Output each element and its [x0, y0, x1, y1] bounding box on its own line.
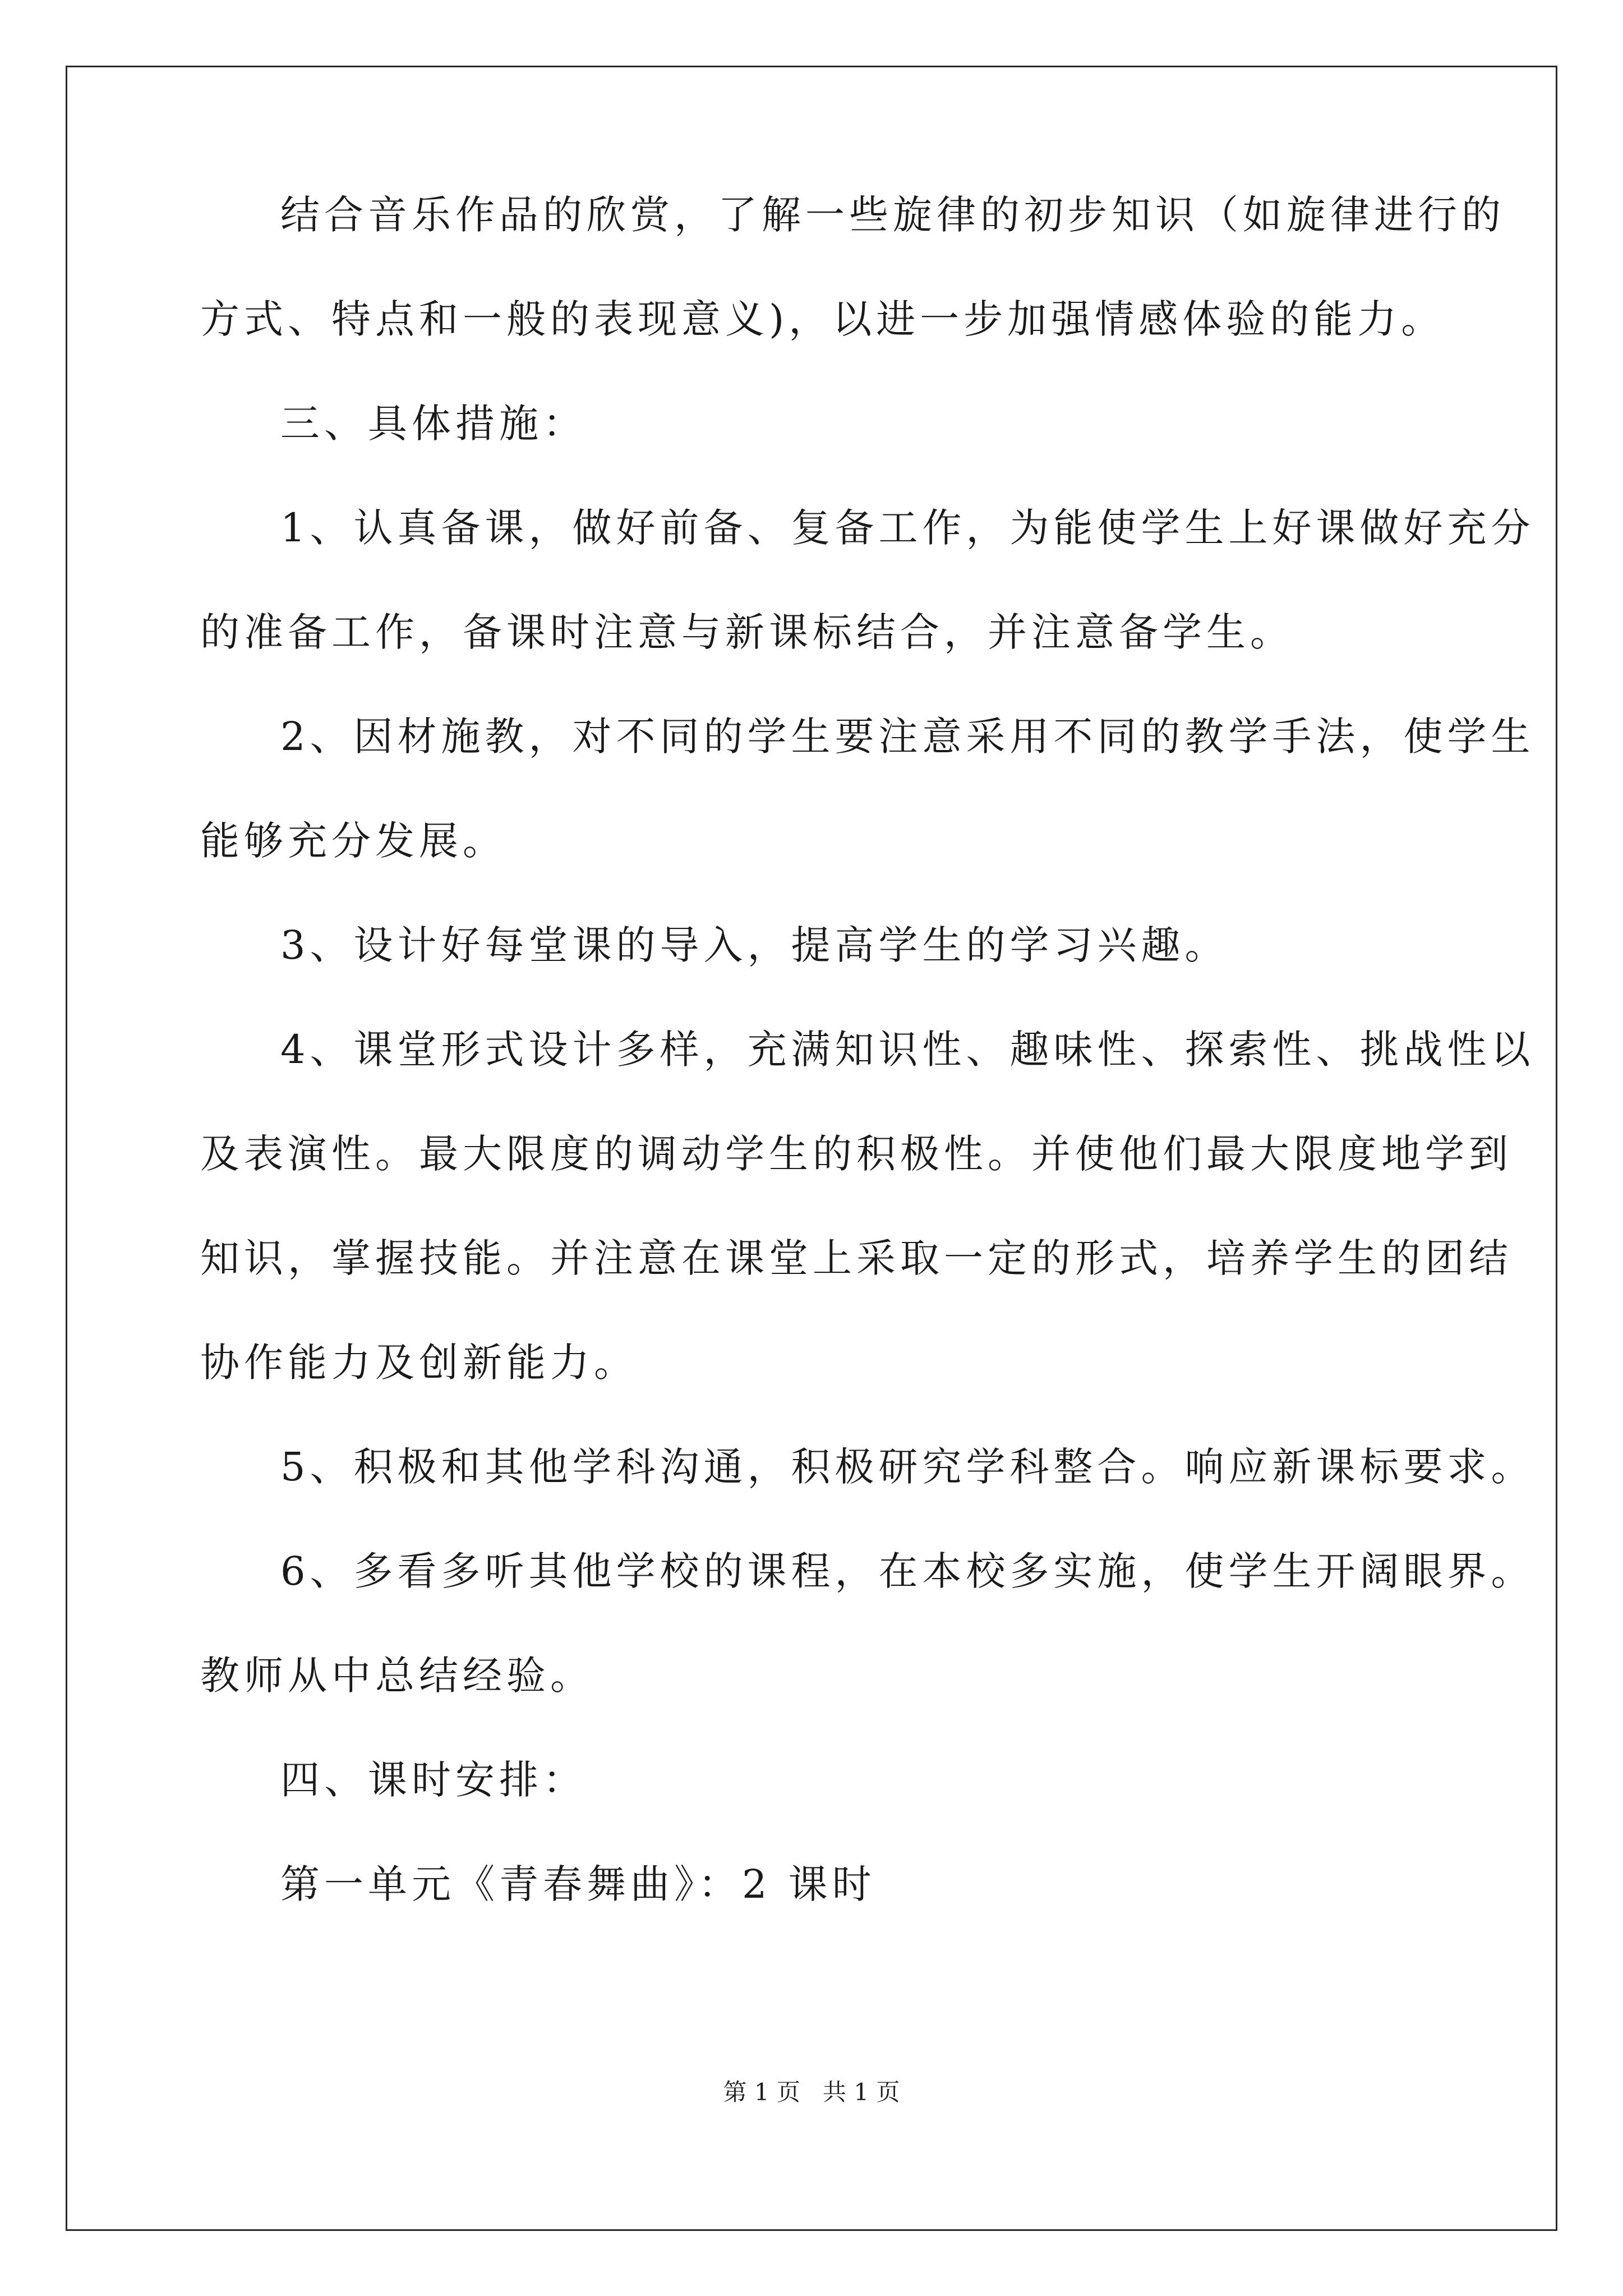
section-heading: 三、具体措施： — [280, 401, 587, 447]
paragraph-line: 1、认真备课，做好前备、复备工作，为能使学生上好课做好充分 — [280, 505, 1535, 551]
paragraph-line: 能够充分发展。 — [200, 818, 506, 864]
paragraph-line: 知识，掌握技能。并注意在课堂上采取一定的形式，培养学生的团结 — [200, 1235, 1513, 1281]
paragraph-line: 的准备工作，备课时注意与新课标结合，并注意备学生。 — [200, 609, 1294, 655]
paragraph-line: 3、设计好每堂课的导入，提高学生的学习兴趣。 — [280, 922, 1229, 968]
paragraph-line: 4、课堂形式设计多样，充满知识性、趣味性、探索性、挑战性以 — [280, 1027, 1535, 1073]
paragraph-line: 6、多看多听其他学校的课程，在本校多实施，使学生开阔眼界。 — [280, 1548, 1535, 1594]
paragraph-line: 方式、特点和一般的表现意义)，以进一步加强情感体验的能力。 — [200, 296, 1445, 342]
paragraph-line: 协作能力及创新能力。 — [200, 1340, 638, 1386]
schedule-line: 第一单元《青春舞曲》：2 课时 — [280, 1861, 876, 1907]
paragraph-line: 结合音乐作品的欣赏，了解一些旋律的初步知识（如旋律进行的 — [280, 192, 1505, 238]
page-footer: 第 1 页 共 1 页 — [723, 2078, 900, 2106]
paragraph-line: 5、积极和其他学科沟通，积极研究学科整合。响应新课标要求。 — [280, 1444, 1535, 1490]
paragraph-line: 及表演性。最大限度的调动学生的积极性。并使他们最大限度地学到 — [200, 1131, 1513, 1177]
paragraph-line: 教师从中总结经验。 — [200, 1653, 594, 1699]
paragraph-line: 2、因材施教，对不同的学生要注意采用不同的教学手法，使学生 — [280, 714, 1535, 760]
section-heading: 四、课时安排： — [280, 1757, 587, 1803]
